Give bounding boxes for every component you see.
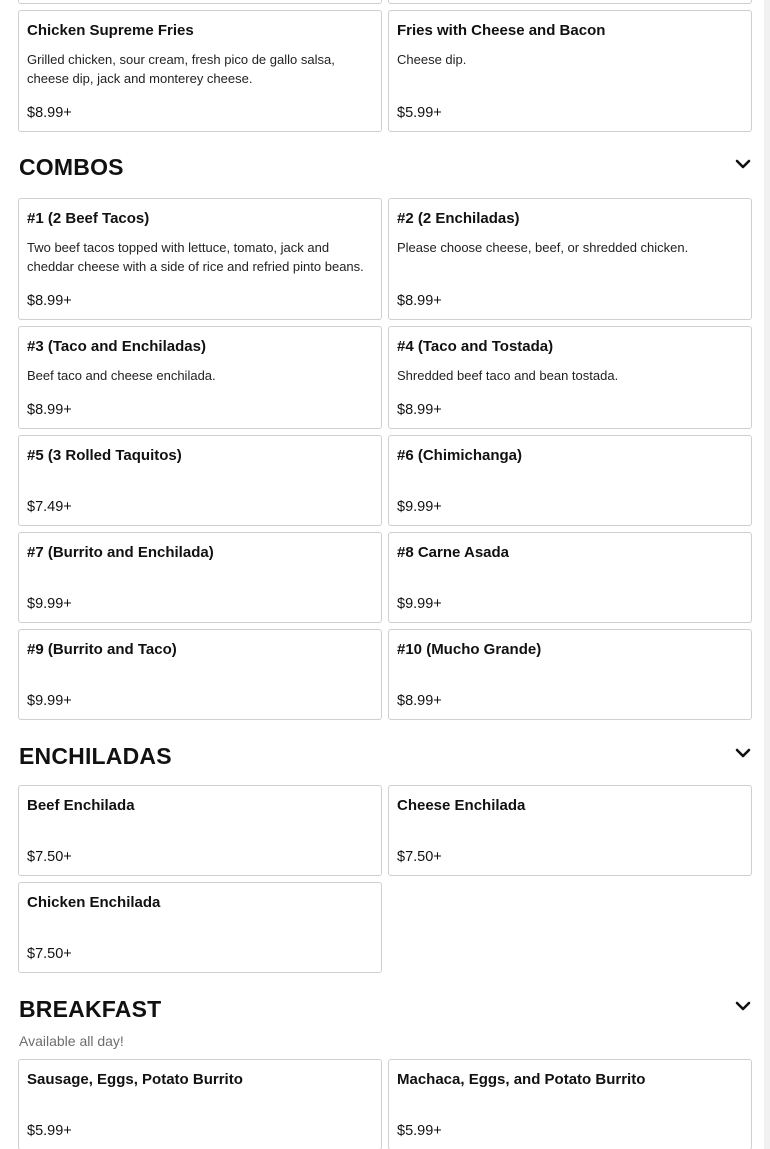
item-price: $8.99+	[27, 293, 72, 309]
previous-cards-edge	[18, 0, 752, 4]
menu-item-card[interactable]	[388, 785, 752, 876]
menu-item-card[interactable]	[18, 435, 382, 526]
section-title: BREAKFAST	[19, 995, 162, 1022]
menu-item-card[interactable]	[18, 785, 382, 876]
item-name: #9 (Burrito and Taco)	[27, 641, 177, 658]
menu-item-card[interactable]	[388, 1059, 752, 1149]
item-price: $5.99+	[397, 105, 442, 121]
item-description: Please choose cheese, beef, or shredded chicken.	[397, 240, 689, 255]
item-name: #2 (2 Enchiladas)	[397, 210, 520, 227]
menu-item-card[interactable]	[18, 882, 382, 973]
item-name: #1 (2 Beef Tacos)	[27, 210, 150, 227]
item-price: $7.50+	[397, 849, 442, 865]
item-price: $7.50+	[27, 946, 72, 962]
item-name: Chicken Supreme Fries	[27, 22, 194, 39]
item-price: $9.99+	[397, 499, 442, 515]
item-name: #10 (Mucho Grande)	[397, 641, 542, 658]
menu-item-card[interactable]	[388, 629, 752, 720]
item-price: $8.99+	[27, 402, 72, 418]
chevron-down-icon[interactable]	[734, 999, 752, 1013]
combos-grid	[18, 198, 752, 720]
section-header-enchiladas[interactable]	[18, 730, 752, 782]
item-price: $8.99+	[397, 293, 442, 309]
item-description: Two beef tacos topped with lettuce, tomato, jack and cheddar cheese with a side of rice and refried pinto beans.	[27, 240, 364, 274]
item-price: $8.99+	[27, 105, 72, 121]
section-title: ENCHILADAS	[19, 742, 172, 769]
section-subtitle: Available all day!	[19, 1033, 124, 1049]
menu-item-card[interactable]	[388, 10, 752, 132]
item-description: Shredded beef taco and bean tostada.	[397, 368, 619, 383]
menu-item-card[interactable]	[388, 435, 752, 526]
breakfast-grid	[18, 1059, 752, 1149]
menu-content	[18, 10, 752, 1149]
menu-item-card[interactable]	[18, 1059, 382, 1149]
item-price: $9.99+	[397, 596, 442, 612]
menu-item-card[interactable]	[388, 326, 752, 429]
item-name: #5 (3 Rolled Taquitos)	[27, 447, 182, 464]
item-name: #6 (Chimichanga)	[397, 447, 523, 464]
item-description: Beef taco and cheese enchilada.	[27, 368, 216, 383]
item-name: Fries with Cheese and Bacon	[397, 22, 606, 39]
item-name: Sausage, Eggs, Potato Burrito	[27, 1071, 243, 1088]
item-price: $9.99+	[27, 693, 72, 709]
chevron-down-icon[interactable]	[734, 746, 752, 760]
menu-item-card[interactable]	[388, 532, 752, 623]
item-price: $8.99+	[397, 402, 442, 418]
section-title: COMBOS	[19, 153, 124, 180]
item-name: #8 Carne Asada	[397, 544, 510, 561]
section-header-combos[interactable]	[18, 141, 752, 193]
item-price: $9.99+	[27, 596, 72, 612]
item-description: Grilled chicken, sour cream, fresh pico de gallo salsa, cheese dip, jack and monterey cheese.	[27, 52, 335, 86]
item-name: Cheese Enchilada	[397, 797, 526, 814]
item-price: $5.99+	[397, 1123, 442, 1139]
section-header-breakfast[interactable]	[18, 983, 752, 1035]
item-name: #4 (Taco and Tostada)	[397, 338, 554, 355]
menu-item-card[interactable]	[18, 532, 382, 623]
item-price: $7.50+	[27, 849, 72, 865]
item-price: $7.49+	[27, 499, 72, 515]
item-name: #7 (Burrito and Enchilada)	[27, 544, 214, 561]
item-name: Beef Enchilada	[27, 797, 135, 814]
menu-item-card[interactable]	[18, 10, 382, 132]
menu-item-card[interactable]	[388, 198, 752, 320]
enchiladas-grid	[18, 785, 752, 973]
item-name: Machaca, Eggs, and Potato Burrito	[397, 1071, 646, 1088]
menu-item-card[interactable]	[18, 629, 382, 720]
item-price: $5.99+	[27, 1123, 72, 1139]
menu-item-card[interactable]	[18, 326, 382, 429]
item-price: $8.99+	[397, 693, 442, 709]
item-name: #3 (Taco and Enchiladas)	[27, 338, 206, 355]
fries-grid	[18, 10, 752, 132]
scrollbar-track[interactable]	[764, 0, 770, 1149]
item-description: Cheese dip.	[397, 52, 467, 67]
item-name: Chicken Enchilada	[27, 894, 161, 911]
chevron-down-icon[interactable]	[734, 157, 752, 171]
menu-item-card[interactable]	[18, 198, 382, 320]
